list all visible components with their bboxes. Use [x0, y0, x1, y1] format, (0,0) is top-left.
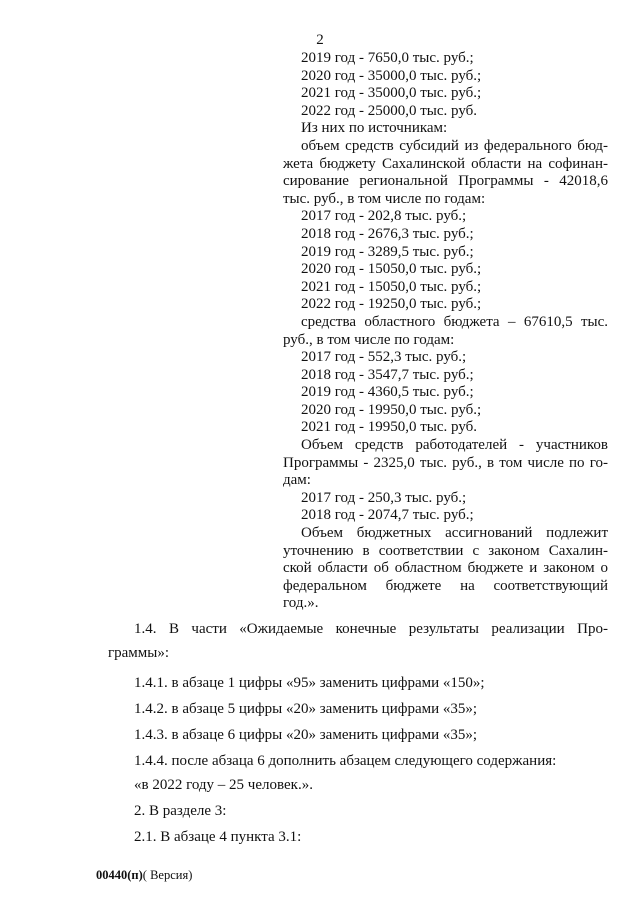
paragraph-1-4-line-1: 1.4. В части «Ожидаемые конечные результаты реализации Про- — [134, 621, 608, 637]
text-line: 2019 год - 4360,5 тыс. руб.; — [301, 384, 474, 401]
paragraph-1-4-1: 1.4.1. в абзаце 1 цифры «95» заменить цифрами «150»; — [134, 675, 485, 691]
text-line: средства областного бюджета – 67610,5 тыс. — [301, 313, 608, 330]
paragraph-1-4-line-2: граммы»: — [108, 645, 170, 661]
text-line: тыс. руб., в том числе по годам: — [283, 190, 486, 207]
text-line: Объем средств работодателей - участников — [301, 437, 608, 454]
text-line: 2021 год - 19950,0 тыс. руб. — [301, 419, 478, 436]
text-line: 2017 год - 250,3 тыс. руб.; — [301, 489, 467, 506]
text-line: Из них по источникам: — [301, 120, 448, 137]
text-line: 2020 год - 19950,0 тыс. руб.; — [301, 401, 482, 418]
text-line: 2018 год - 3547,7 тыс. руб.; — [301, 366, 474, 383]
text-line: 2019 год - 7650,0 тыс. руб.; — [301, 50, 474, 66]
text-line: сирование региональной Программы - 42018,6 — [283, 173, 608, 190]
text-line: жета бюджету Сахалинской области на софинан- — [283, 155, 608, 172]
text-line: год.». — [283, 595, 319, 612]
text-line: 2022 год - 19250,0 тыс. руб.; — [301, 296, 482, 313]
text-line: уточнению в соответствии с законом Сахалин- — [283, 542, 608, 559]
text-line: 2021 год - 15050,0 тыс. руб.; — [301, 278, 482, 295]
document-code: 00440(п) — [96, 868, 143, 882]
text-line: 2022 год - 25000,0 тыс. руб. — [301, 102, 478, 119]
document-footer — [96, 868, 192, 883]
text-line: федеральном бюджете на соответствующий — [283, 577, 608, 594]
paragraph-1-4-2: 1.4.2. в абзаце 5 цифры «20» заменить цифрами «35»; — [134, 701, 478, 717]
text-line: дам: — [283, 472, 311, 489]
paragraph-1-4-3: 1.4.3. в абзаце 6 цифры «20» заменить цифрами «35»; — [134, 727, 478, 743]
text-line: 2020 год - 15050,0 тыс. руб.; — [301, 261, 482, 278]
paragraph-1-4-4: 1.4.4. после абзаца 6 дополнить абзацем следующего содержания: — [134, 753, 557, 769]
text-line: 2018 год - 2676,3 тыс. руб.; — [301, 225, 474, 242]
paragraph-2-1: 2.1. В абзаце 4 пункта 3.1: — [134, 829, 302, 845]
text-line: ской области об областном бюджете и законом о — [283, 560, 608, 577]
section-2-heading: 2. В разделе 3: — [134, 803, 227, 819]
text-line: 2020 год - 35000,0 тыс. руб.; — [301, 67, 482, 84]
text-line: Программы - 2325,0 тыс. руб., в том числе по го- — [283, 454, 608, 471]
text-line: руб., в том числе по годам: — [283, 331, 455, 348]
document-version: ( Версия) — [142, 868, 193, 882]
page-number: 2 — [316, 32, 324, 48]
quoted-addition: «в 2022 году – 25 человек.». — [134, 777, 313, 793]
text-line: 2017 год - 202,8 тыс. руб.; — [301, 208, 467, 225]
funding-column — [283, 50, 608, 613]
text-line: 2019 год - 3289,5 тыс. руб.; — [301, 243, 474, 260]
text-line: объем средств субсидий из федерального бюд- — [301, 137, 608, 154]
text-line: 2018 год - 2074,7 тыс. руб.; — [301, 507, 474, 524]
text-line: 2017 год - 552,3 тыс. руб.; — [301, 349, 467, 366]
text-line: 2021 год - 35000,0 тыс. руб.; — [301, 85, 482, 102]
text-line: Объем бюджетных ассигнований подлежит — [301, 525, 608, 542]
